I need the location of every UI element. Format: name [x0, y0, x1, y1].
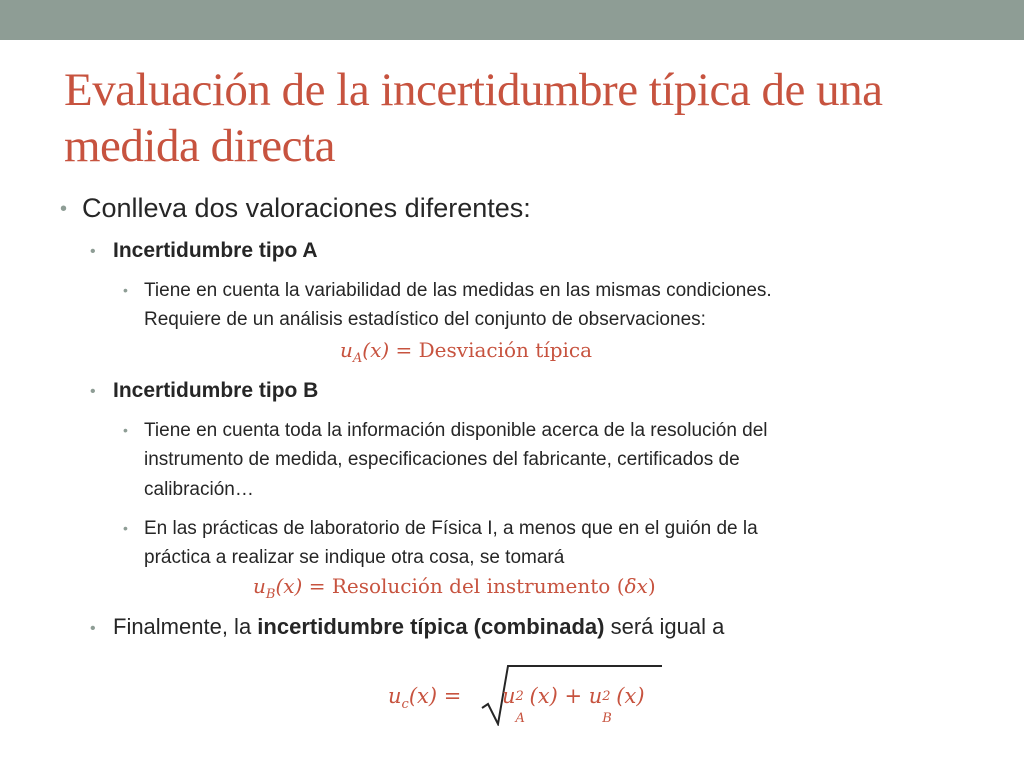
- bullet-dot: •: [123, 282, 128, 298]
- type-b-desc-1: Tiene en cuenta toda la información disponible acerca de la resolución del: [144, 420, 768, 441]
- type-a-desc-line-1: [123, 278, 772, 303]
- final-bold: incertidumbre típica (combinada): [257, 614, 605, 639]
- type-b-desc-line-3: calibración…: [144, 479, 254, 500]
- combined-lhs: [388, 684, 461, 712]
- math-x: (x): [275, 574, 303, 598]
- bullet-dot: •: [123, 422, 128, 438]
- math-u: u: [588, 684, 603, 708]
- math-squared: 2: [602, 689, 611, 704]
- math-sub-a: A: [352, 351, 363, 366]
- math-sub-a: A: [515, 711, 525, 726]
- final-suffix: será igual a: [604, 614, 725, 639]
- bullet-dot: •: [90, 620, 96, 637]
- type-b-formula: [253, 574, 656, 607]
- type-a-formula: [340, 338, 592, 371]
- math-squared: 2: [515, 689, 524, 704]
- bullet-type-b: [90, 378, 318, 405]
- bullet-dot: •: [90, 243, 96, 260]
- math-sub-c: c: [401, 697, 409, 713]
- type-a-heading: Incertidumbre tipo A: [113, 239, 318, 262]
- bullet-dot: •: [123, 520, 128, 536]
- math-sub-b: B: [265, 587, 276, 602]
- bullet-type-a: [90, 238, 318, 265]
- type-b-formula-rhs: = Resolución del instrumento (: [308, 574, 625, 598]
- final-prefix: Finalmente, la: [113, 614, 258, 639]
- type-b-desc-line-2: instrumento de medida, especificaciones del fabricante, certificados de: [144, 449, 740, 470]
- combined-radicand: [502, 684, 645, 726]
- math-x: (x): [529, 684, 558, 708]
- type-b-lab-1: En las prácticas de laboratorio de Física I, a menos que en el guión de la: [144, 518, 758, 539]
- type-b-lab-line-2: práctica a realizar se indique otra cosa, se tomará: [144, 547, 565, 568]
- intro-text: Conlleva dos valoraciones diferentes:: [82, 193, 531, 223]
- math-x: (x): [408, 684, 438, 708]
- slide-title: Evaluación de la incertidumbre típica de una medida directa: [64, 64, 883, 172]
- math-x: (x): [616, 684, 645, 708]
- type-a-desc-1: Tiene en cuenta la variabilidad de las medidas en las mismas condiciones.: [144, 280, 772, 301]
- type-a-formula-rhs: = Desviación típica: [395, 338, 593, 362]
- bullet-dot: •: [90, 383, 96, 400]
- math-x: (x): [362, 338, 390, 362]
- math-equals: =: [443, 684, 462, 708]
- type-b-heading: Incertidumbre tipo B: [113, 379, 319, 402]
- type-b-lab-line-1: [123, 516, 758, 541]
- math-sub-b: B: [602, 711, 612, 726]
- math-u: u: [340, 338, 353, 362]
- bullet-dot: •: [60, 198, 68, 220]
- type-a-desc-line-2: Requiere de un análisis estadístico del conjunto de observaciones:: [144, 309, 706, 330]
- top-accent-bar: [0, 0, 1024, 40]
- math-plus: +: [564, 684, 583, 708]
- math-u: u: [253, 574, 266, 598]
- bullet-final: [90, 614, 724, 642]
- math-close-paren: ): [647, 574, 656, 598]
- math-delta-x: δx: [624, 574, 648, 598]
- math-u: u: [388, 684, 402, 708]
- math-u: u: [502, 684, 516, 708]
- type-b-desc-line-1: [123, 418, 768, 443]
- bullet-intro: [60, 192, 531, 225]
